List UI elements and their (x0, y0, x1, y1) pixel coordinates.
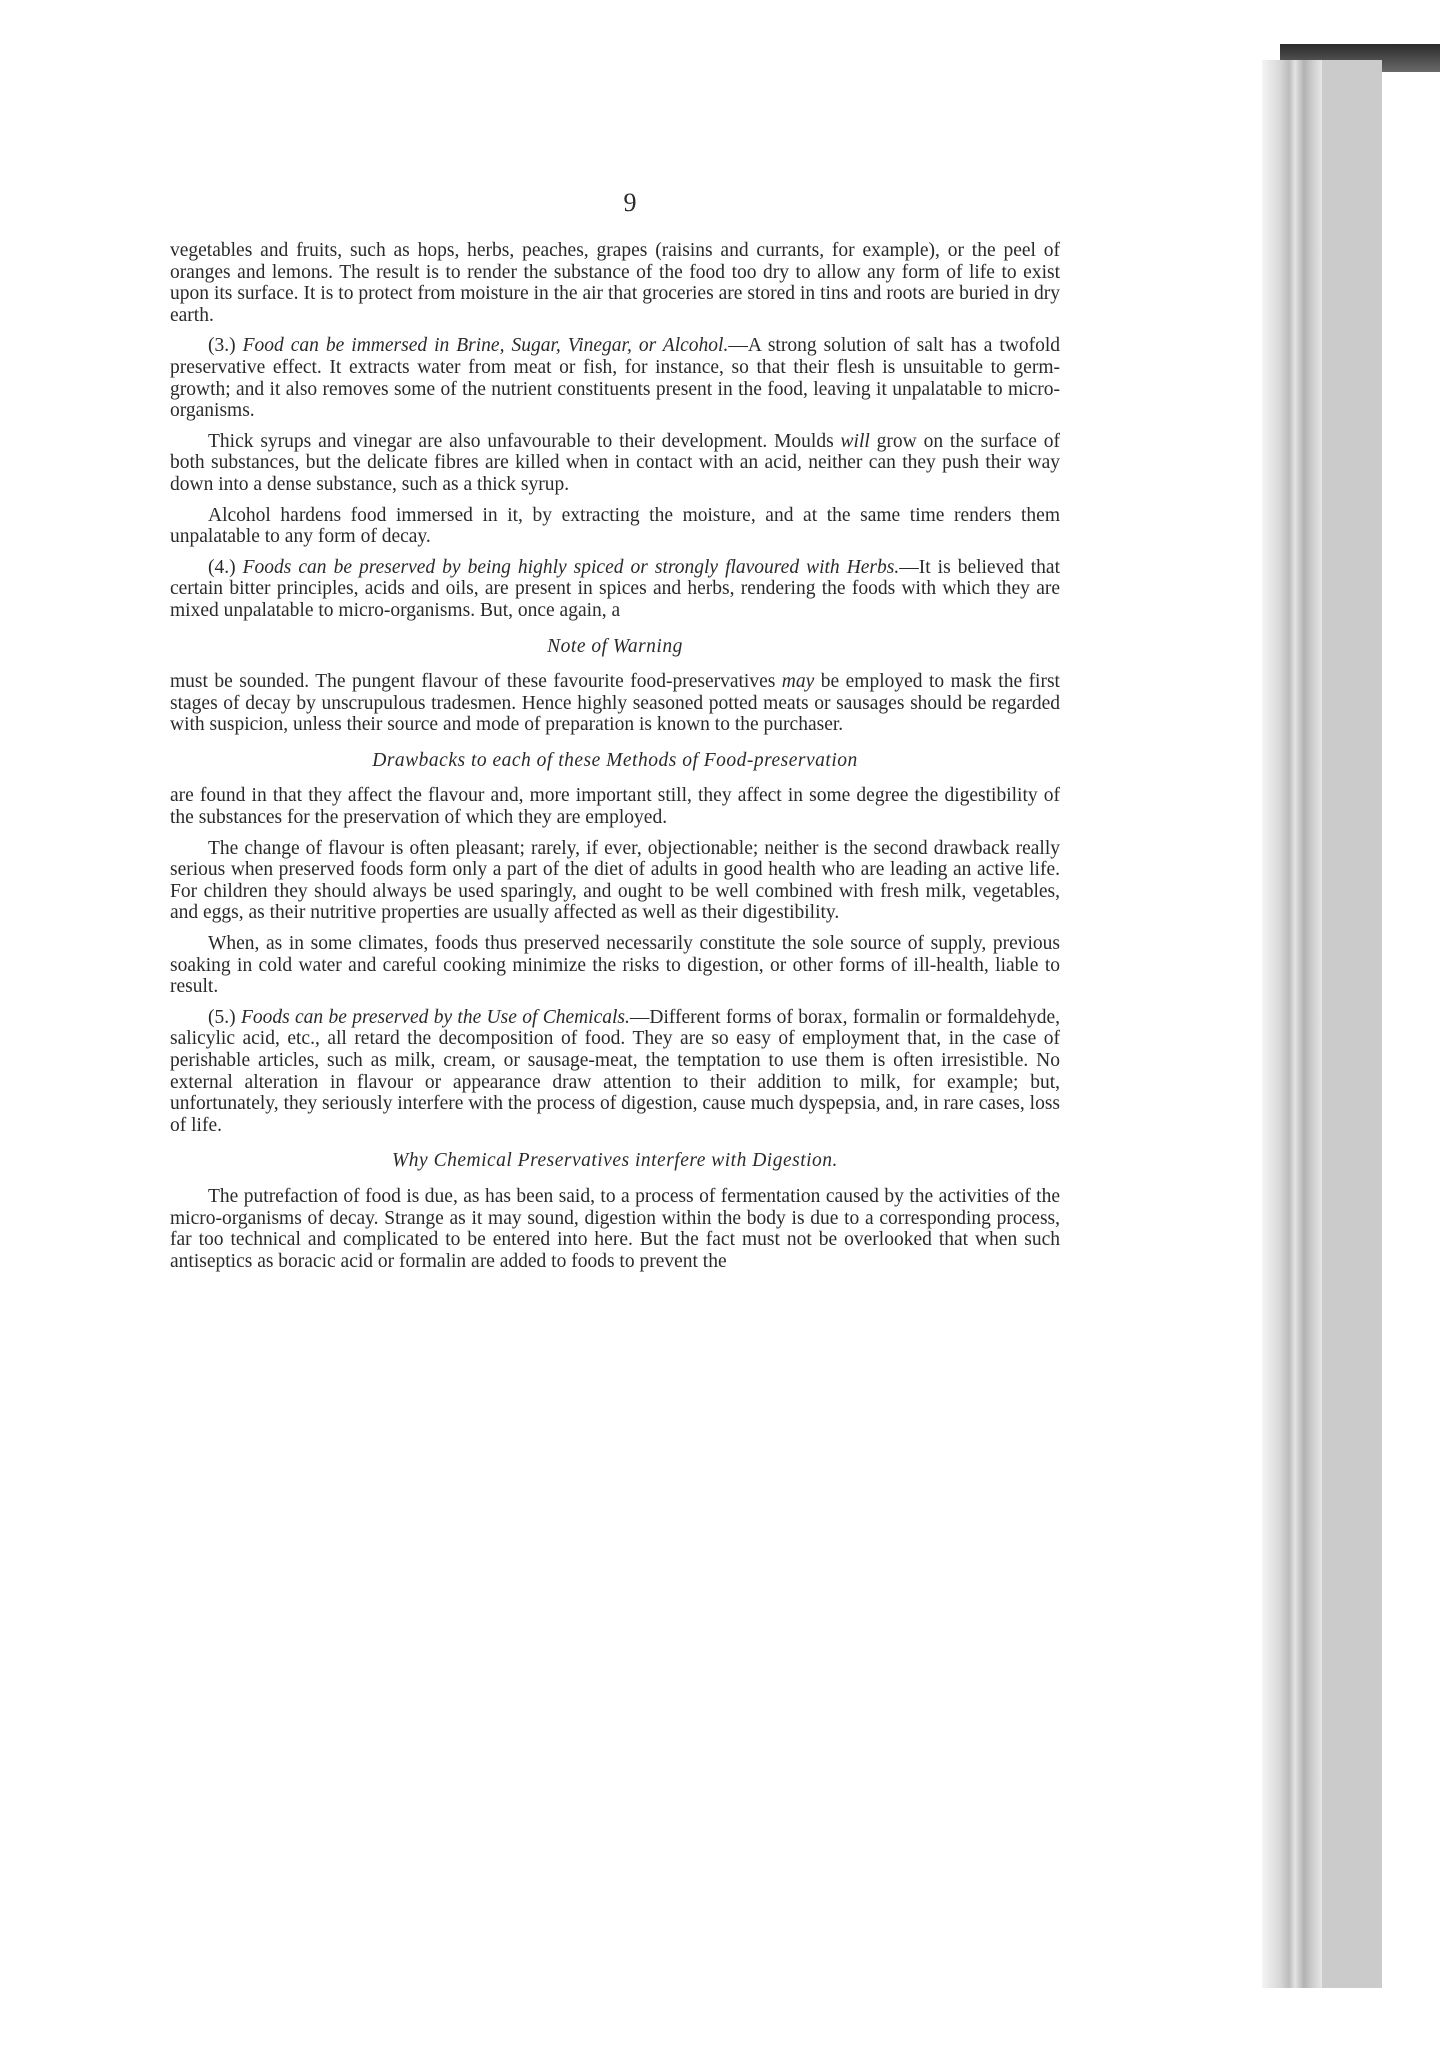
paragraph-text: grow on the surface of both substances, but the delicate fibres are killed when in contact with an acid, neither can they push their way down into a dense substance, such as a thick syrup. (170, 430, 1060, 495)
book-board (1322, 60, 1382, 1988)
subheading: Drawbacks to each of these Methods of Food-preservation (372, 749, 858, 771)
item-number: (3.) (208, 335, 243, 357)
paragraph: When, as in some climates, foods thus preserved necessarily constitute the sole source of supply, previous soaking in cold water and careful cooking minimize the risks to digestion, or other forms of ill-health, liable to result. (170, 933, 1060, 998)
emphasis: will (840, 430, 870, 452)
paragraph: are found in that they affect the flavour and, more important still, they affect in some degree the digestibility of the substances for the preservation of which they are employed. (170, 785, 1060, 829)
page-body (170, 240, 1060, 1272)
paragraph: The change of flavour is often pleasant; rarely, if ever, objectionable; neither is the second drawback really serious when preserved foods form only a part of the diet of adults in good health who are leading an active life. For children they should always be used sparingly, and ought to be well combined with fresh milk, vegetables, and eggs, as their nutritive properties are usually affected as well as their digestibility. (170, 837, 1060, 924)
page-stack-edge (1262, 60, 1322, 1988)
section-heading: Foods can be preserved by the Use of Chemicals. (240, 1006, 630, 1028)
paragraph: vegetables and fruits, such as hops, herbs, peaches, grapes (raisins and currants, for example), or the peel of oranges and lemons. The result is to render the substance of the food too dry to allow any form of life to exist upon its surface. It is to protect from moisture in the air that groceries are stored in tins and roots are buried in dry earth. (170, 240, 1060, 326)
paragraph (170, 557, 1060, 622)
paragraph-body: —A strong solution of salt has a twofold preservative effect. It extracts water from meat or fish, for instance, so that their flesh is unsuitable to germ-growth; and it also removes some of the nutrient constituents present in the food, leaving it unpalatable to micro-organisms. (170, 335, 1061, 422)
paragraph-body: —Different forms of borax, formalin or formaldehyde, salicylic acid, etc., all retard the decomposition of food. They are so easy of employment that, in the case of perishable articles, such as milk, cream, or sausage-meat, the temptation to use them is often irresistible. No external alteration in flavour or appearance draw attention to their addition to milk, for example; but, unfortunately, they seriously interfere with the process of digestion, cause much dyspepsia, and, in rare cases, loss of life. (170, 1006, 1060, 1136)
paragraph-text: Thick syrups and vinegar are also unfavourable to their development. Moulds (208, 430, 841, 452)
paragraph: Alcohol hardens food immersed in it, by extracting the moisture, and at the same time renders them unpalatable to any form of decay. (170, 504, 1060, 548)
subheading: Note of Warning (547, 635, 683, 657)
section-heading: Foods can be preserved by being highly spiced or strongly flavoured with Herbs. (242, 556, 900, 578)
paragraph-text: must be sounded. The pungent flavour of these favourite food-preservatives (170, 671, 782, 693)
paragraph-text: be employed to mask the first stages of decay by unscrupulous tradesmen. Hence highly seasoned potted meats or sausages should be regarded with suspicion, unless their source and mode of preparation is known to the purchaser. (170, 671, 1060, 736)
paragraph (170, 431, 1060, 496)
item-number: (5.) (208, 1006, 241, 1028)
page-number: 9 (623, 188, 637, 217)
subheading: Why Chemical Preservatives interfere with Digestion. (392, 1150, 838, 1172)
paragraph: The putrefaction of food is due, as has been said, to a process of fermentation caused by the activities of the micro-organisms of decay. Strange as it may sound, digestion within the body is due to a corresponding process, far too technical and complicated to be entered into here. But the fact must not be overlooked that when such antiseptics as boracic acid or formalin are added to foods to prevent the (170, 1185, 1060, 1272)
section-heading: Food can be immersed in Brine, Sugar, Vinegar, or Alcohol. (242, 335, 729, 357)
paragraph (170, 1007, 1060, 1137)
item-number: (4.) (208, 556, 243, 578)
paragraph (170, 671, 1060, 736)
paragraph (170, 335, 1060, 421)
emphasis: may (781, 671, 815, 693)
paragraph-body: —It is believed that certain bitter principles, acids and oils, are present in spices and herbs, rendering the foods with which they are mixed unpalatable to micro-organisms. But, once again, a (170, 556, 1060, 621)
